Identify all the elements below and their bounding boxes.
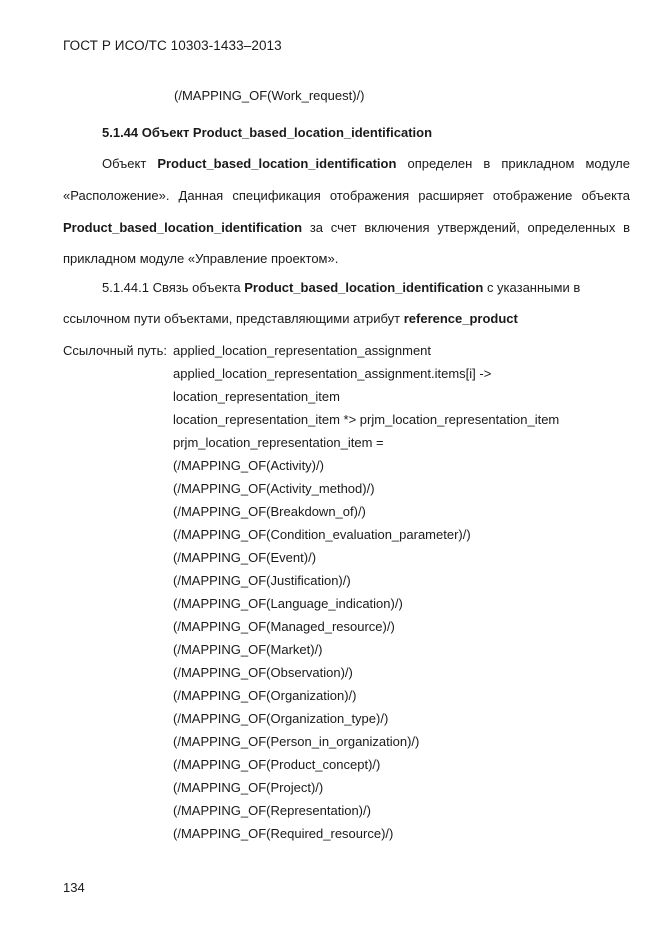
- reference-path-line: (/MAPPING_OF(Managed_resource)/): [173, 619, 395, 634]
- reference-path-line: location_representation_item: [173, 389, 340, 404]
- entity-name: Product_based_location_identification: [244, 280, 484, 295]
- reference-path-line: (/MAPPING_OF(Language_indication)/): [173, 596, 403, 611]
- reference-path-line: (/MAPPING_OF(Project)/): [173, 780, 324, 795]
- reference-path-line: (/MAPPING_OF(Activity_method)/): [173, 481, 375, 496]
- text-run: Объект: [102, 156, 158, 171]
- document-header: ГОСТ Р ИСО/ТС 10303-1433–2013: [63, 38, 282, 53]
- reference-path-line: prjm_location_representation_item =: [173, 435, 384, 450]
- text-run: 5.1.44.1 Связь объекта: [102, 280, 245, 295]
- text-run: определен в прикладном модуле: [396, 156, 630, 171]
- entity-name: Product_based_location_identification: [157, 156, 397, 171]
- section-title: 5.1.44 Объект Product_based_location_identification: [102, 125, 433, 140]
- reference-path-line: (/MAPPING_OF(Breakdown_of)/): [173, 504, 366, 519]
- text-run: ссылочном пути объектами, представляющими атрибут: [63, 311, 404, 326]
- paragraph-line: [63, 311, 630, 327]
- paragraph-line: [63, 220, 630, 236]
- text-run: за счет включения утверждений, определенных в: [302, 220, 630, 235]
- reference-path-line: (/MAPPING_OF(Market)/): [173, 642, 323, 657]
- paragraph-line: [63, 280, 630, 296]
- reference-path-line: applied_location_representation_assignment.items[i] ->: [173, 366, 492, 381]
- reference-path-line: (/MAPPING_OF(Representation)/): [173, 803, 371, 818]
- paragraph-object-description: [63, 156, 630, 267]
- reference-path-label: Ссылочный путь:: [63, 343, 167, 358]
- paragraph-line: «Расположение». Данная спецификация отображения расширяет отображение объекта: [63, 188, 630, 203]
- text-run: с указанными в: [483, 280, 581, 295]
- page-number: 134: [63, 880, 85, 895]
- reference-path-line: (/MAPPING_OF(Justification)/): [173, 573, 351, 588]
- paragraph-subsection: [63, 280, 630, 327]
- reference-path-line: applied_location_representation_assignment: [173, 343, 432, 358]
- mapping-line-work-request: (/MAPPING_OF(Work_request)/): [174, 88, 365, 103]
- reference-path-line: (/MAPPING_OF(Person_in_organization)/): [173, 734, 420, 749]
- paragraph-line: прикладном модуле «Управление проектом».: [63, 251, 339, 266]
- paragraph-line: [63, 156, 630, 172]
- attribute-name: reference_product: [403, 311, 518, 326]
- reference-path-line: (/MAPPING_OF(Organization_type)/): [173, 711, 389, 726]
- reference-path-line: (/MAPPING_OF(Organization)/): [173, 688, 357, 703]
- reference-path-line: (/MAPPING_OF(Condition_evaluation_parameter)/): [173, 527, 471, 542]
- reference-path-line: (/MAPPING_OF(Observation)/): [173, 665, 353, 680]
- entity-name: Product_based_location_identification: [63, 220, 303, 235]
- reference-path-line: location_representation_item *> prjm_location_representation_item: [173, 412, 560, 427]
- reference-path-line: (/MAPPING_OF(Event)/): [173, 550, 317, 565]
- reference-path-line: (/MAPPING_OF(Activity)/): [173, 458, 324, 473]
- reference-path-line: (/MAPPING_OF(Required_resource)/): [173, 826, 394, 841]
- reference-path-line: (/MAPPING_OF(Product_concept)/): [173, 757, 381, 772]
